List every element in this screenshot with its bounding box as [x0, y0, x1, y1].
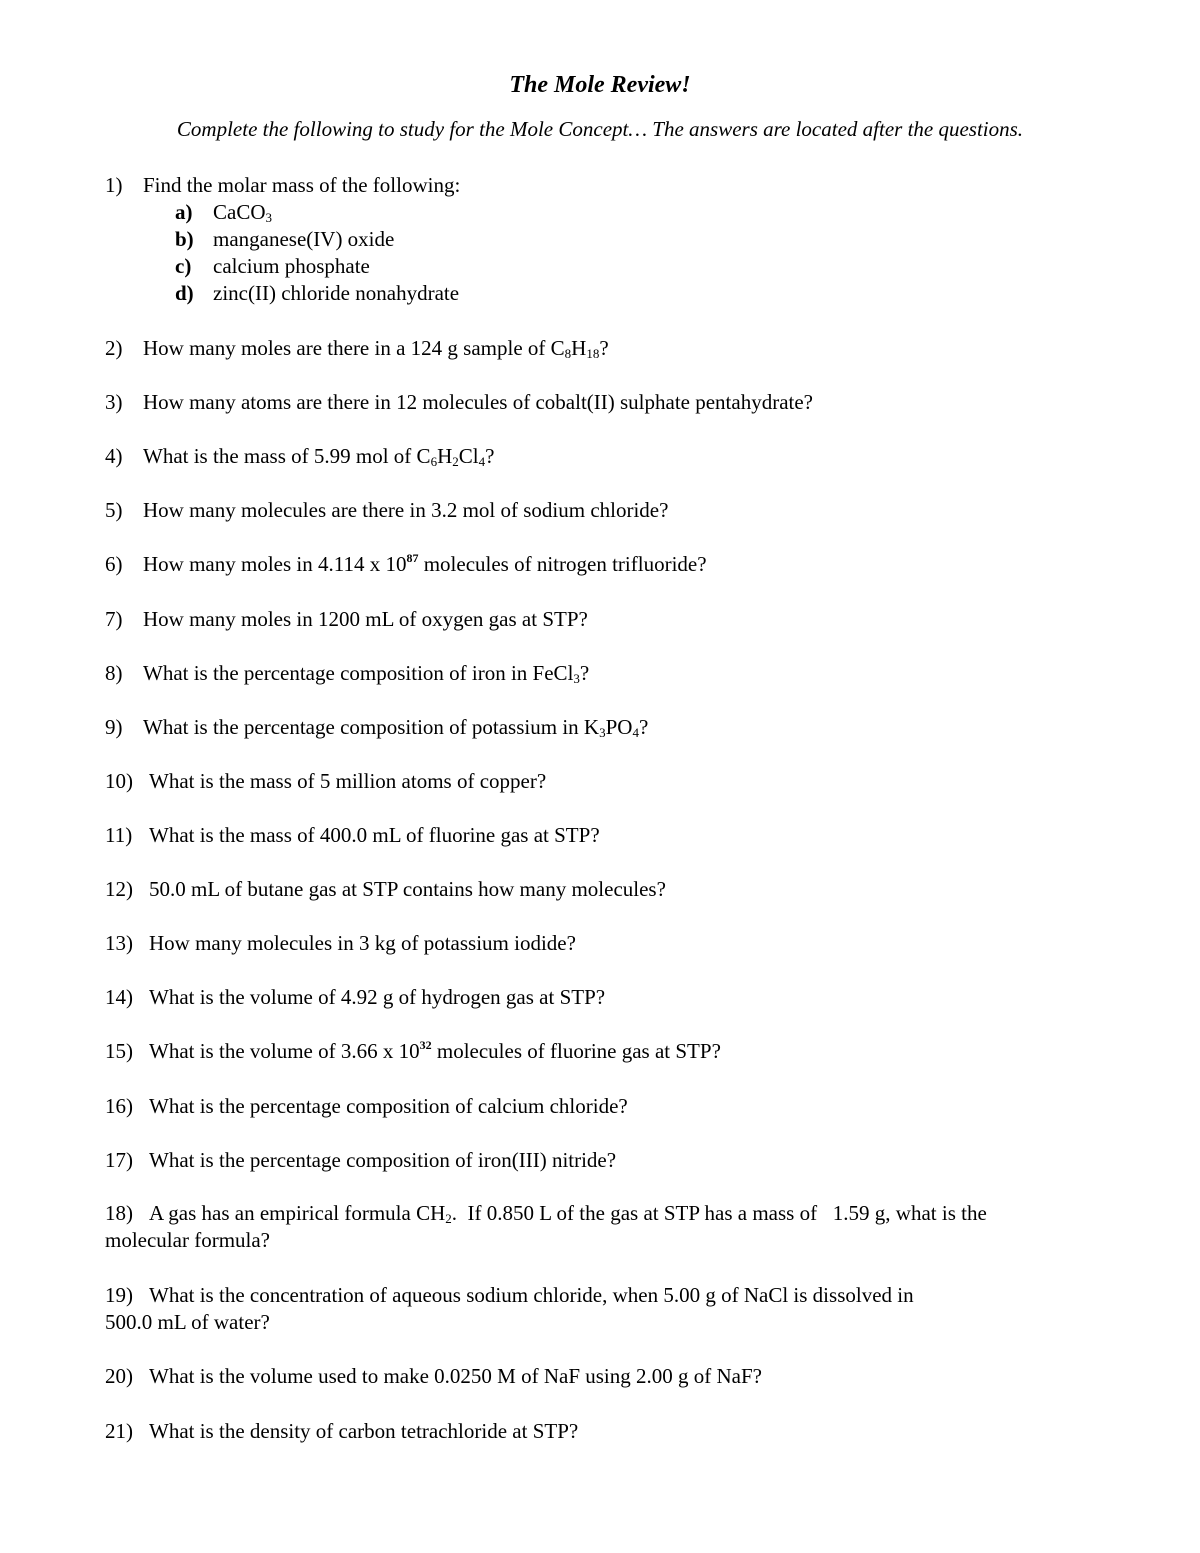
- question-2: [105, 335, 1105, 362]
- question-text: ?: [579, 661, 590, 685]
- question-1: [105, 172, 1105, 199]
- question-text: What is the mass of 5 million atoms of copper?: [149, 769, 547, 793]
- question-number: 6): [105, 552, 123, 576]
- page-subtitle: Complete the following to study for the Mole Concept… The answers are located after the questions.: [176, 117, 1024, 141]
- subscript: 3: [573, 671, 580, 686]
- subscript: 4: [478, 454, 486, 469]
- question-18: [105, 1200, 1105, 1254]
- question-19: [105, 1282, 1105, 1336]
- question-text: 50.0 mL of butane gas at STP contains how many molecules?: [149, 877, 666, 901]
- question-4: [105, 443, 1105, 470]
- question-number: 13): [105, 931, 133, 955]
- sub-question-letter: a): [175, 200, 193, 224]
- question-number: 20): [105, 1364, 133, 1388]
- question-14: [105, 984, 1105, 1011]
- question-5: [105, 497, 1105, 524]
- sub-question-text: calcium phosphate: [213, 254, 370, 278]
- question-number: 5): [105, 498, 123, 522]
- question-8: [105, 660, 1105, 687]
- question-number: 16): [105, 1094, 133, 1118]
- subscript: 3: [599, 725, 606, 740]
- question-number: 18): [105, 1201, 133, 1225]
- question-number: 12): [105, 877, 133, 901]
- question-3: [105, 389, 1105, 416]
- question-20: [105, 1363, 1105, 1390]
- question-16: [105, 1093, 1105, 1120]
- question-number: 14): [105, 985, 133, 1009]
- subscript: 8: [564, 346, 572, 361]
- question-number: 11): [105, 823, 133, 847]
- question-12: [105, 876, 1105, 903]
- sub-question-b: [175, 226, 394, 253]
- sub-question-letter: c): [175, 254, 192, 278]
- question-11: [105, 822, 1105, 849]
- question-number: 3): [105, 390, 123, 414]
- superscript: 32: [419, 1038, 432, 1052]
- subscript: 2: [452, 454, 459, 469]
- question-text: A gas has an empirical formula CH: [149, 1201, 446, 1225]
- question-text: Find the molar mass of the following:: [143, 173, 461, 197]
- question-9: [105, 714, 1105, 741]
- question-text: What is the percentage composition of potassium in K: [143, 715, 600, 739]
- question-text: PO: [605, 715, 633, 739]
- question-number: 1): [105, 173, 123, 197]
- question-number: 8): [105, 661, 123, 685]
- question-text: . If 0.850 L of the gas at STP has a mass of 1.59 g, what is the: [451, 1201, 987, 1225]
- question-text: ?: [485, 444, 495, 468]
- question-text: ?: [638, 715, 649, 739]
- question-number: 4): [105, 444, 123, 468]
- question-text: H: [571, 336, 587, 360]
- subscript: 2: [445, 1211, 452, 1226]
- question-text: H: [437, 444, 453, 468]
- question-number: 2): [105, 336, 123, 360]
- question-text: What is the mass of 400.0 mL of fluorine gas at STP?: [149, 823, 600, 847]
- subscript: 6: [430, 454, 438, 469]
- question-text: What is the volume of 4.92 g of hydrogen gas at STP?: [149, 985, 606, 1009]
- question-text: What is the percentage composition of iron in FeCl: [143, 661, 574, 685]
- sub-question-c: [175, 253, 370, 280]
- question-text: How many atoms are there in 12 molecules of cobalt(II) sulphate pentahydrate?: [143, 390, 814, 414]
- sub-question-text: zinc(II) chloride nonahydrate: [213, 281, 460, 305]
- question-text-continuation: molecular formula?: [105, 1228, 271, 1252]
- question-6: [105, 551, 1105, 578]
- question-text: What is the percentage composition of iron(III) nitride?: [149, 1148, 617, 1172]
- superscript: 87: [406, 551, 419, 565]
- question-number: 10): [105, 769, 133, 793]
- question-text: What is the mass of 5.99 mol of C: [143, 444, 431, 468]
- subscript: 3: [265, 210, 272, 225]
- question-text: How many molecules are there in 3.2 mol of sodium chloride?: [143, 498, 669, 522]
- sub-question-text: CaCO: [213, 200, 266, 224]
- question-text: What is the volume of 3.66 x 10: [149, 1039, 420, 1063]
- question-text: How many moles in 4.114 x 10: [143, 552, 407, 576]
- sub-question-a: [175, 199, 272, 226]
- question-text: How many moles in 1200 mL of oxygen gas at STP?: [143, 607, 588, 631]
- sub-question-d: [175, 280, 459, 307]
- question-21: [105, 1418, 1105, 1445]
- question-7: [105, 606, 1105, 633]
- question-text: Cl: [458, 444, 479, 468]
- question-number: 9): [105, 715, 123, 739]
- subscript: 4: [632, 725, 639, 740]
- question-number: 15): [105, 1039, 133, 1063]
- sub-question-letter: d): [175, 281, 194, 305]
- question-text: What is the concentration of aqueous sodium chloride, when 5.00 g of NaCl is dissolved in: [149, 1283, 914, 1307]
- sub-question-letter: b): [175, 227, 194, 251]
- question-number: 7): [105, 607, 123, 631]
- question-text: molecules of nitrogen trifluoride?: [418, 552, 707, 576]
- question-number: 17): [105, 1148, 133, 1172]
- question-text: molecules of fluorine gas at STP?: [431, 1039, 721, 1063]
- page-title: The Mole Review!: [509, 72, 691, 98]
- question-text: What is the volume used to make 0.0250 M of NaF using 2.00 g of NaF?: [149, 1364, 762, 1388]
- question-text: ?: [599, 336, 609, 360]
- question-text: What is the percentage composition of calcium chloride?: [149, 1094, 628, 1118]
- question-15: [105, 1038, 1105, 1065]
- question-13: [105, 930, 1105, 957]
- question-text: How many molecules in 3 kg of potassium iodide?: [149, 931, 576, 955]
- sub-question-text: manganese(IV) oxide: [213, 227, 395, 251]
- question-number: 19): [105, 1283, 133, 1307]
- question-number: 21): [105, 1419, 133, 1443]
- question-text: How many moles are there in a 124 g sample of C: [143, 336, 565, 360]
- question-17: [105, 1147, 1105, 1174]
- question-text-continuation: 500.0 mL of water?: [105, 1310, 270, 1334]
- question-10: [105, 768, 1105, 795]
- question-text: What is the density of carbon tetrachloride at STP?: [149, 1419, 579, 1443]
- subscript: 18: [586, 346, 600, 361]
